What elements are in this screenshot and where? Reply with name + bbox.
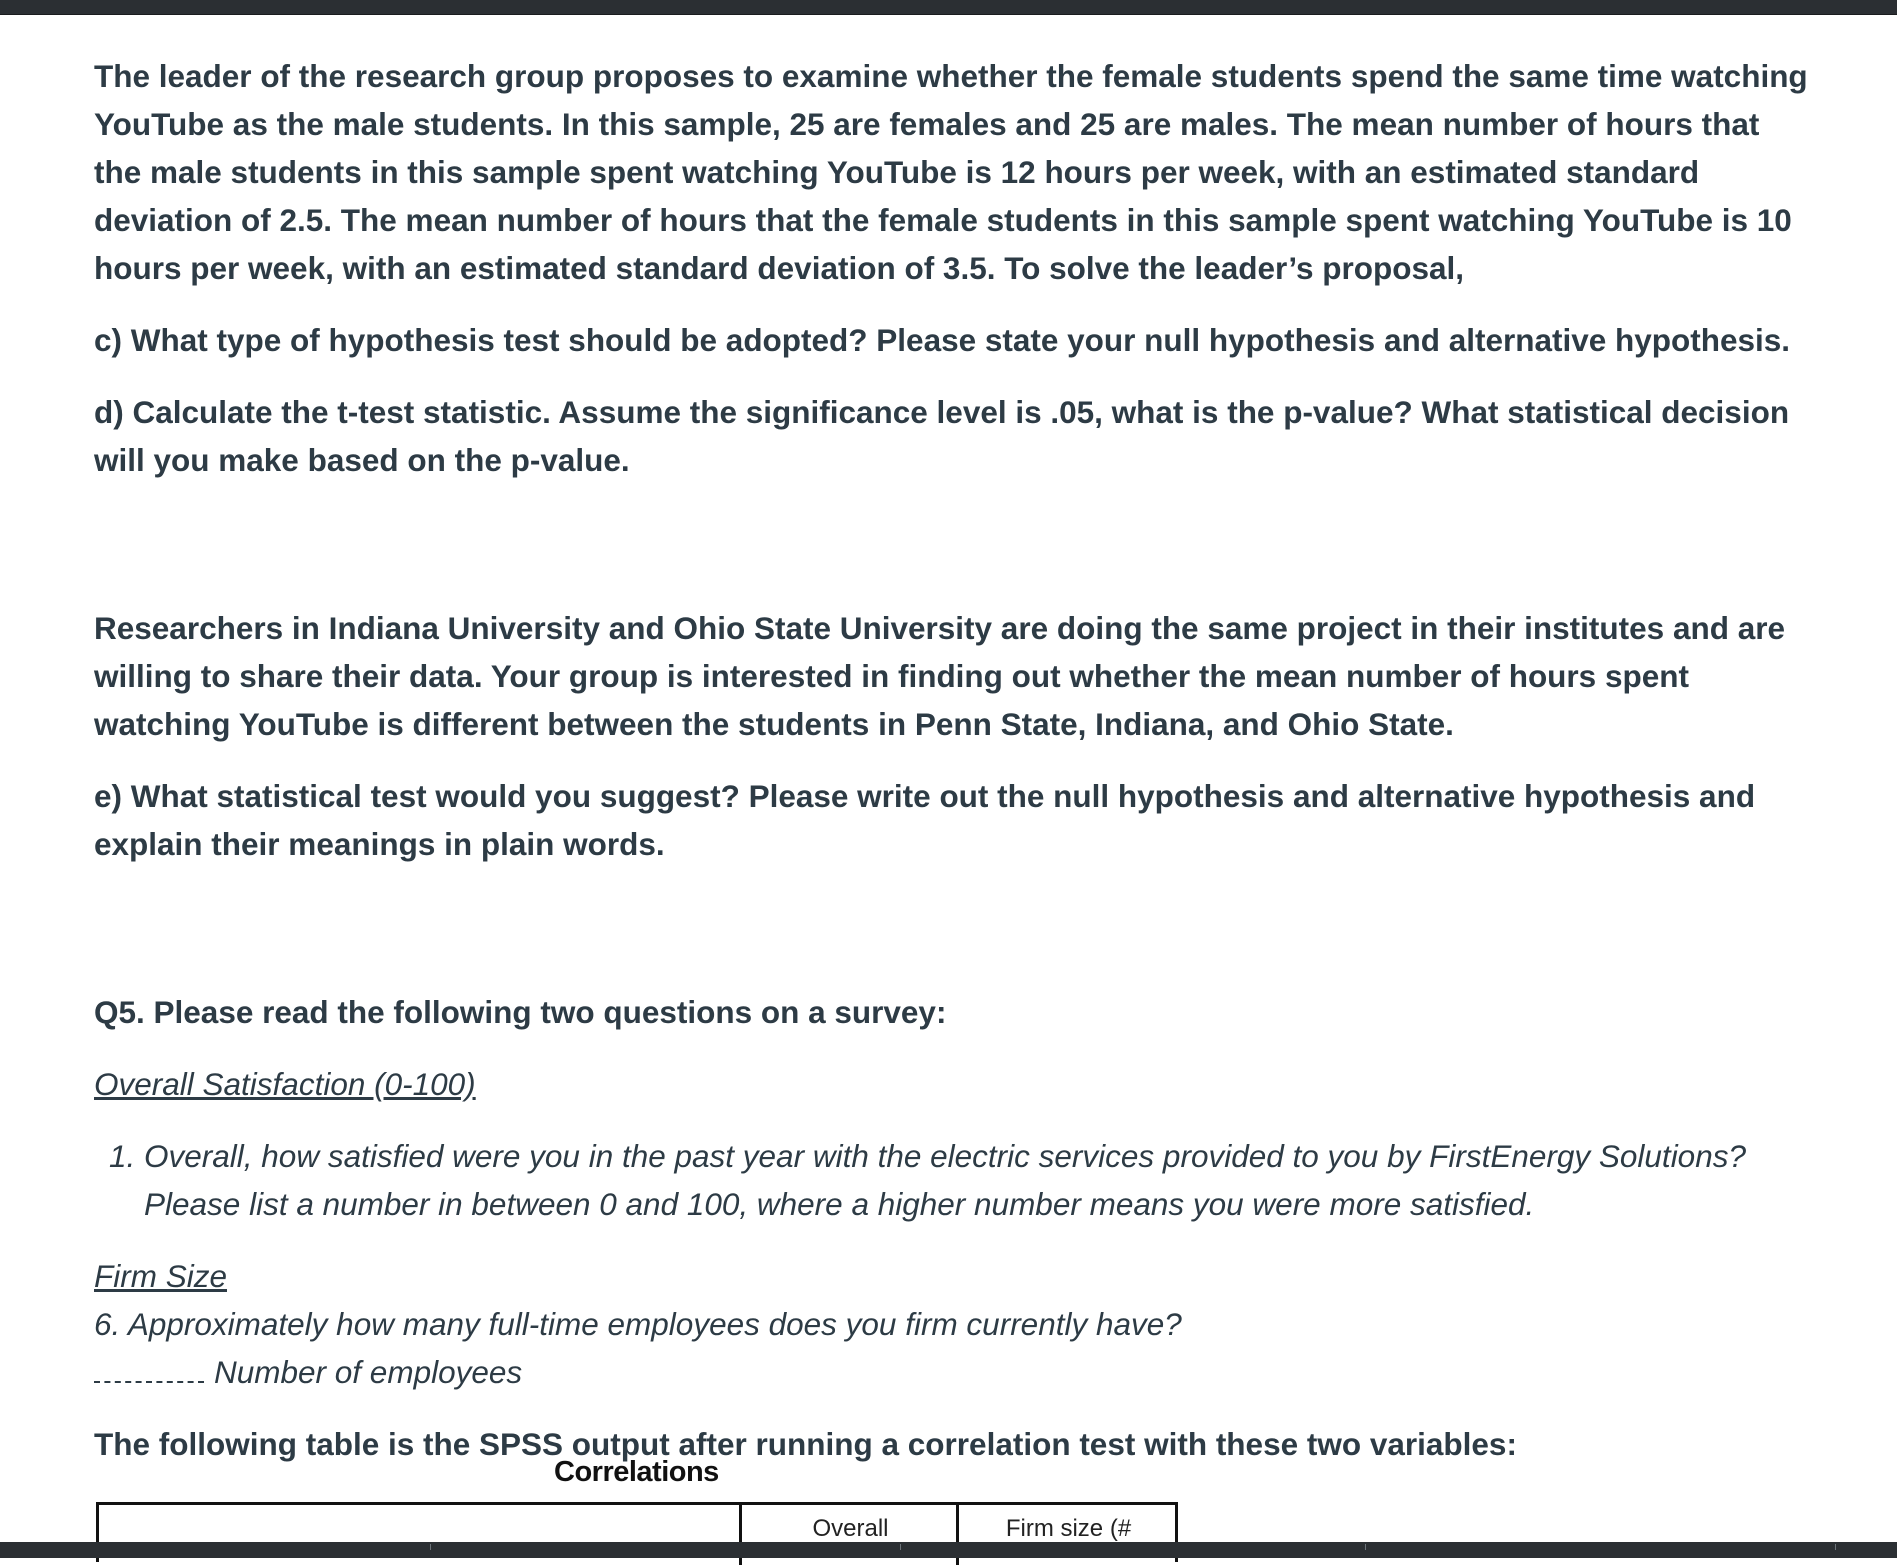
spss-table-title: Correlations bbox=[554, 1456, 719, 1488]
question-c: c) What type of hypothesis test should be adopted? Please state your null hypothesis and alternative hypothesis. bbox=[94, 322, 1791, 358]
survey-heading-satisfaction bbox=[94, 1060, 1814, 1108]
research-paragraph-2: Researchers in Indiana University and Ohio State University are doing the same project in their institutes and are willing to share their data. Your group is interested in finding out whether the mean number of hours spent watching YouTube is different between the students in Penn State, Indiana, and Ohio State. bbox=[94, 610, 1785, 742]
question-e: e) What statistical test would you suggest? Please write out the null hypothesis and alternative hypothesis and explain their meanings in plain words. bbox=[94, 778, 1756, 862]
bottom-bar-tick bbox=[430, 1544, 431, 1550]
survey-heading-firm-size bbox=[94, 1252, 1814, 1300]
research-paragraph-1: The leader of the research group proposes to examine whether the female students spend the same time watching YouTube as the male students. In this sample, 25 are females and 25 are males. The mean number of hours that the male students in this sample spent watching YouTube is 12 hours per week, with an estimated standard deviation of 2.5. The mean number of hours that the female students in this sample spent watching YouTube is 10 hours per week, with an estimated standard deviation of 3.5. To solve the leader’s proposal, bbox=[94, 58, 1808, 286]
bottom-bar-tick bbox=[1835, 1544, 1836, 1550]
table-intro: The following table is the SPSS output after running a correlation test with these two variables: bbox=[94, 1426, 1517, 1462]
survey-heading-firm-size-text: Firm Size bbox=[94, 1258, 227, 1294]
survey-question-list bbox=[94, 1132, 1814, 1228]
bottom-bar-tick bbox=[1365, 1544, 1366, 1550]
q5-heading: Q5. Please read the following two questions on a survey: bbox=[94, 994, 947, 1030]
bottom-bar-tick bbox=[900, 1544, 901, 1550]
answer-label: Number of employees bbox=[214, 1354, 523, 1390]
survey-answer-line bbox=[94, 1348, 1814, 1396]
document-content bbox=[94, 52, 1814, 1468]
answer-blank bbox=[94, 1357, 204, 1383]
question-d: d) Calculate the t-test statistic. Assume the significance level is .05, what is the p-value? What statistical decision will you make based on the p-value. bbox=[94, 394, 1790, 478]
table-header-overall: Overall bbox=[812, 1515, 889, 1542]
window-bottom-bar bbox=[0, 1542, 1897, 1558]
survey-question-firm-size: 6. Approximately how many full-time employees does you firm currently have? bbox=[94, 1306, 1182, 1342]
window-top-bar bbox=[0, 0, 1897, 15]
table-header-firm-size: Firm size (# bbox=[1005, 1515, 1132, 1542]
survey-question-satisfaction: 1. Overall, how satisfied were you in the past year with the electric services provided to you by FirstEnergy Solutions? Please list a number in between 0 and 100, where a higher number means you were more satisfied. bbox=[144, 1132, 1814, 1228]
survey-heading-satisfaction-text: Overall Satisfaction (0-100) bbox=[94, 1066, 476, 1102]
